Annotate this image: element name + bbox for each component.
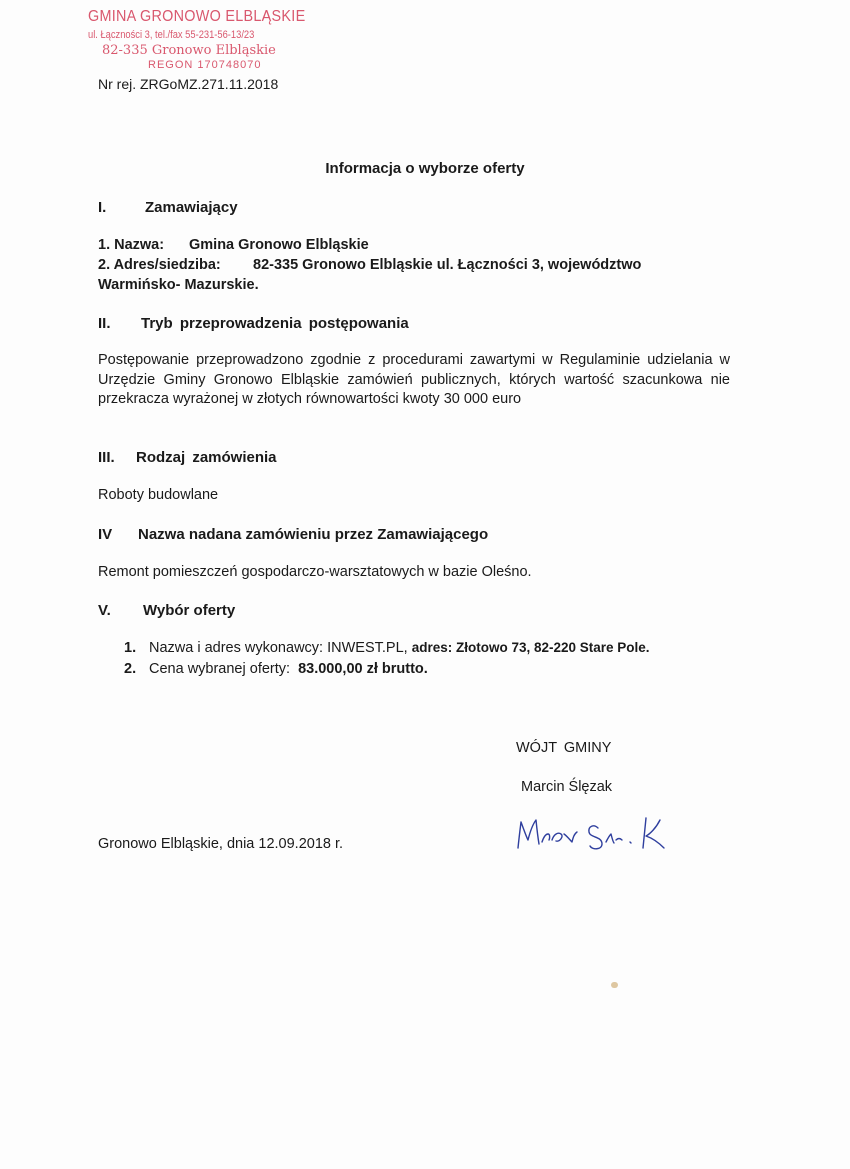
office-stamp [88, 8, 308, 71]
document-title: Informacja o wyborze oferty [325, 160, 525, 177]
section-2-number: II. [98, 315, 111, 332]
offer-item-2-number: 2. [124, 661, 137, 677]
address-continuation: Warmińsko- Mazurskie. [98, 277, 259, 293]
name-value-text: Gmina Gronowo Elbląskie [189, 237, 369, 253]
section-5-title: Wybór oferty [143, 602, 236, 619]
offer-item-2 [149, 661, 428, 677]
section-4-title: Nazwa nadana zamówieniu przez Zamawiającego [138, 526, 489, 543]
stamp-line-4: REGON 170748070 [148, 59, 262, 71]
section-4-number: IV [98, 526, 113, 543]
offer-item-1 [149, 640, 650, 656]
order-name: Remont pomieszczeń gospodarczo-warsztatowych w bazie Oleśno. [98, 564, 532, 580]
signatory-name: Marcin Ślęzak [521, 779, 613, 795]
section-3-number: III. [98, 449, 115, 466]
registry-number: Nr rej. ZRGoMZ.271.11.2018 [98, 76, 279, 92]
handwritten-signature [512, 812, 682, 867]
address-label: 2. Adres/siedziba: [98, 257, 221, 273]
stamp-line-1: GMINA GRONOWO ELBLĄSKIE [88, 8, 306, 25]
signature-drawing [512, 812, 682, 862]
section-1-number: I. [98, 199, 107, 216]
price-value: 83.000,00 zł brutto. [298, 661, 428, 677]
contractor-address: adres: Złotowo 73, 82-220 Stare Pole. [411, 640, 650, 655]
section-1-title: Zamawiający [145, 199, 238, 216]
procedure-paragraph: Postępowanie przeprowadzono zgodnie z procedurami zawartymi w Regulaminie udzielania w Urzędzie Gminy Gronowo Elbląskie zamówień publicznych, których wartość szacunkowa nie przekracza wyrażonej w złotych równowartości kwoty 30 000 euro [98, 352, 730, 407]
order-type: Roboty budowlane [98, 487, 219, 503]
stamp-line-3: 82-335 Gronowo Elbląskie [102, 43, 276, 58]
address-value: 82-335 Gronowo Elbląskie ul. Łączności 3, województwo [253, 257, 642, 273]
scan-speck [611, 982, 618, 988]
name-value [189, 237, 369, 253]
section-2-title: Tryb przeprowadzenia postępowania [141, 315, 409, 332]
contractor-label: Nazwa i adres wykonawcy: INWEST.PL, [149, 640, 408, 656]
stamp-line-2: ul. Łączności 3, tel./fax 55-231-56-13/23 [88, 29, 255, 41]
signatory-role: WÓJT GMINY [516, 740, 612, 756]
price-label: Cena wybranej oferty: [149, 661, 291, 677]
name-label: 1. Nazwa: [98, 237, 165, 253]
place-and-date: Gronowo Elbląskie, dnia 12.09.2018 r. [98, 836, 344, 852]
offer-item-1-number: 1. [124, 640, 137, 656]
section-5-number: V. [98, 602, 111, 619]
section-3-title: Rodzaj zamówienia [136, 449, 277, 466]
